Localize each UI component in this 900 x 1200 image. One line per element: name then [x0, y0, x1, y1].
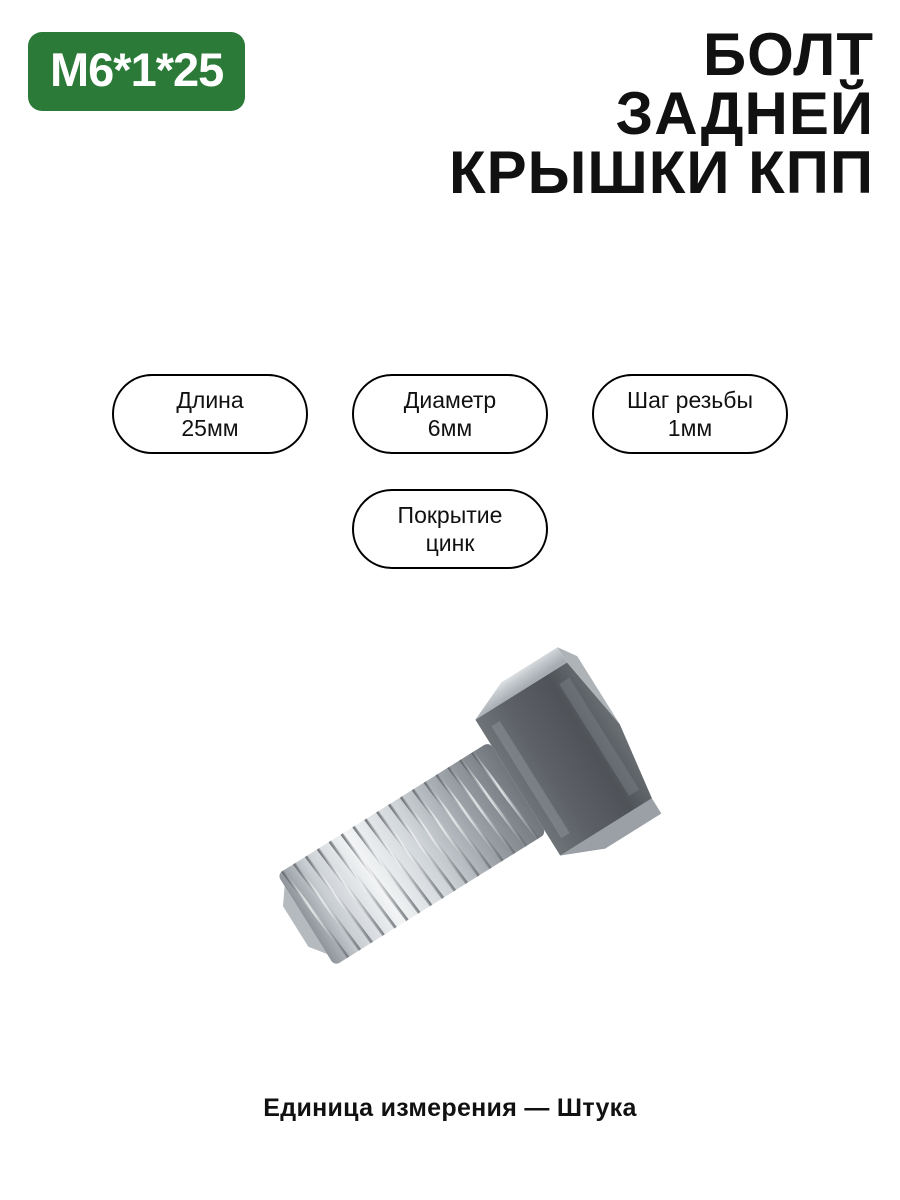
- spec-pill-length: [112, 374, 308, 454]
- page-title: [314, 21, 874, 206]
- spec-pill-diameter: [352, 374, 548, 454]
- unit-of-measure-text: Единица измерения — Штука: [263, 1094, 637, 1122]
- spec-pill-row-primary: [0, 374, 900, 454]
- header: [0, 0, 900, 320]
- spec-label-thread-pitch: Шаг резьбы: [627, 386, 753, 413]
- spec-pill-coating: [352, 489, 548, 569]
- hex-head-bolt-icon: [220, 600, 680, 1060]
- spec-pill-row-secondary: [0, 489, 900, 569]
- spec-label-diameter: Диаметр: [403, 386, 497, 413]
- page-title-line-3: КРЫШКИ КПП: [449, 138, 874, 206]
- spec-pill-thread-pitch: [592, 374, 788, 454]
- spec-value-coating: цинк: [425, 530, 475, 556]
- sku-badge: M6*1*25: [28, 32, 245, 111]
- spec-value-length: 25мм: [181, 415, 239, 441]
- spec-label-length: Длина: [176, 386, 244, 413]
- product-image: [0, 600, 900, 1080]
- spec-value-diameter: 6мм: [427, 415, 473, 441]
- page-title-line-1: БОЛТ: [702, 21, 874, 88]
- spec-label-coating: Покрытие: [397, 501, 503, 528]
- spec-value-thread-pitch: 1мм: [667, 415, 713, 441]
- page-title-line-2: ЗАДНЕЙ: [615, 79, 874, 147]
